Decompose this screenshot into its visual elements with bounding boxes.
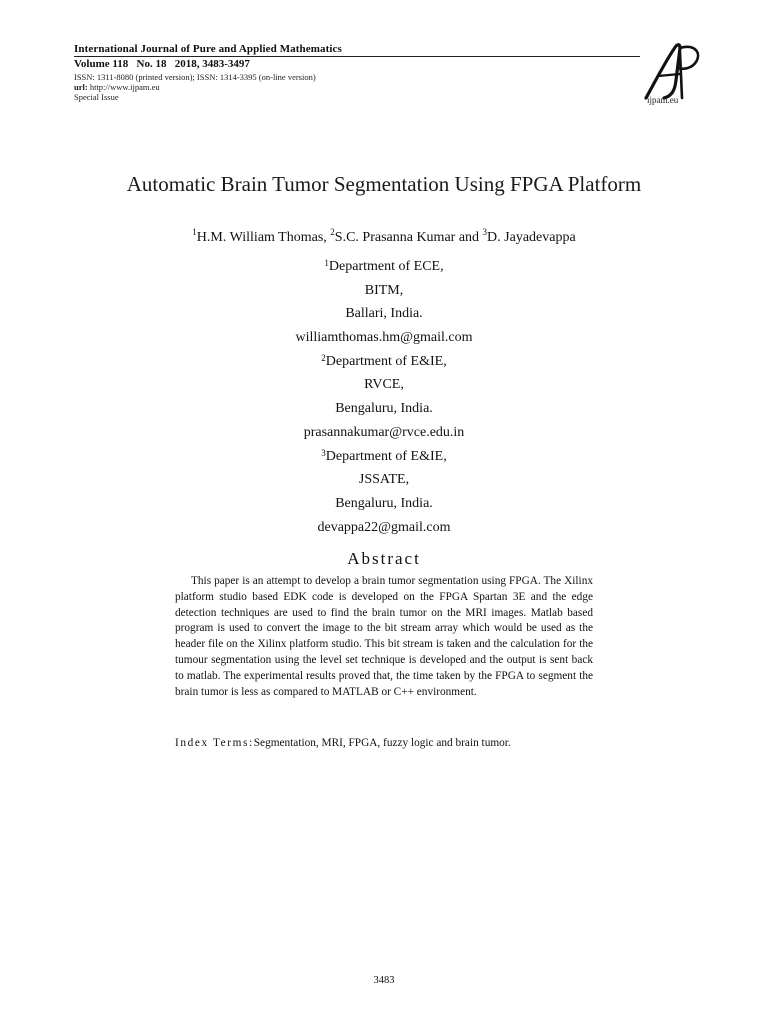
affiliation-3-dept-text: Department of E&IE, xyxy=(325,448,447,464)
affiliation-3-city: Bengaluru, India. xyxy=(335,495,433,511)
journal-special-issue: Special Issue xyxy=(74,92,119,102)
author-2-name: S.C. Prasanna Kumar and xyxy=(334,230,483,245)
paper-title: Automatic Brain Tumor Segmentation Using FPGA Platform xyxy=(126,172,642,196)
affiliation-3-sup: 3 xyxy=(321,447,326,458)
author-list xyxy=(100,227,668,246)
index-terms-text: Segmentation, MRI, FPGA, fuzzy logic and brain tumor. xyxy=(253,737,511,749)
journal-url-line xyxy=(74,82,160,92)
affiliation-3-dept xyxy=(184,445,584,469)
journal-logo-text: ijpam.eu xyxy=(647,95,679,105)
journal-title: International Journal of Pure and Applied Mathematics xyxy=(74,43,342,55)
affiliation-2-dept-text: Department of E&IE, xyxy=(325,353,447,369)
abstract-body: This paper is an attempt to develop a brain tumor segmentation using FPGA. The Xilinx platform studio based EDK code is developed on the FPGA Spartan 3E and the edge detection techniques are used to find the brain tumor on the MRI images. Matlab based program is used to convert the image to the bit stream array which would be used as the header file on the Xilinx platform studio. This bit stream is taken and the calculation for the tumour segmentation using the level set technique is developed and the output is sent back to matlab. The experimental results proved that, the time taken by the FPGA to segment the brain tumor is less as compared to MATLAB or C++ environment. xyxy=(175,575,593,698)
affiliation-1-email[interactable]: williamthomas.hm@gmail.com xyxy=(295,330,473,346)
affiliation-1-inst: BITM, xyxy=(364,282,404,298)
affiliation-block xyxy=(184,255,584,539)
journal-url-label: url: xyxy=(74,82,88,92)
affiliation-2-sup: 2 xyxy=(321,352,326,363)
affiliation-1-city: Ballari, India. xyxy=(345,306,423,322)
author-2-sup: 2 xyxy=(330,227,335,237)
page-number: 3483 xyxy=(373,975,395,986)
index-terms xyxy=(175,737,593,749)
author-1-name: H.M. William Thomas, xyxy=(196,230,331,245)
author-3-name: D. Jayadevappa xyxy=(487,230,576,245)
affiliation-2-city: Bengaluru, India. xyxy=(335,401,433,417)
affiliation-3-email[interactable]: devappa22@gmail.com xyxy=(317,519,451,535)
affiliation-1-dept xyxy=(184,255,584,279)
author-3-sup: 3 xyxy=(482,227,488,237)
affiliation-2-dept xyxy=(184,350,584,374)
journal-issn: ISSN: 1311-8080 (printed version); ISSN: 1314-3395 (on-line version) xyxy=(74,72,316,82)
abstract-heading: Abstract xyxy=(347,549,421,568)
affiliation-1-dept-text: Department of ECE, xyxy=(328,259,444,274)
affiliation-3-inst: JSSATE, xyxy=(358,472,410,488)
journal-url-link[interactable]: http://www.ijpam.eu xyxy=(89,82,160,92)
affiliation-1-sup: 1 xyxy=(324,258,329,268)
author-1-sup: 1 xyxy=(192,227,197,237)
affiliation-2-email[interactable]: prasannakumar@rvce.edu.in xyxy=(303,424,465,440)
index-terms-label: Index Terms: xyxy=(175,737,254,749)
header-rule xyxy=(74,56,640,57)
journal-volume: Volume 118 No. 18 2018, 3483-3497 xyxy=(74,58,250,70)
affiliation-2-inst: RVCE, xyxy=(364,377,404,393)
